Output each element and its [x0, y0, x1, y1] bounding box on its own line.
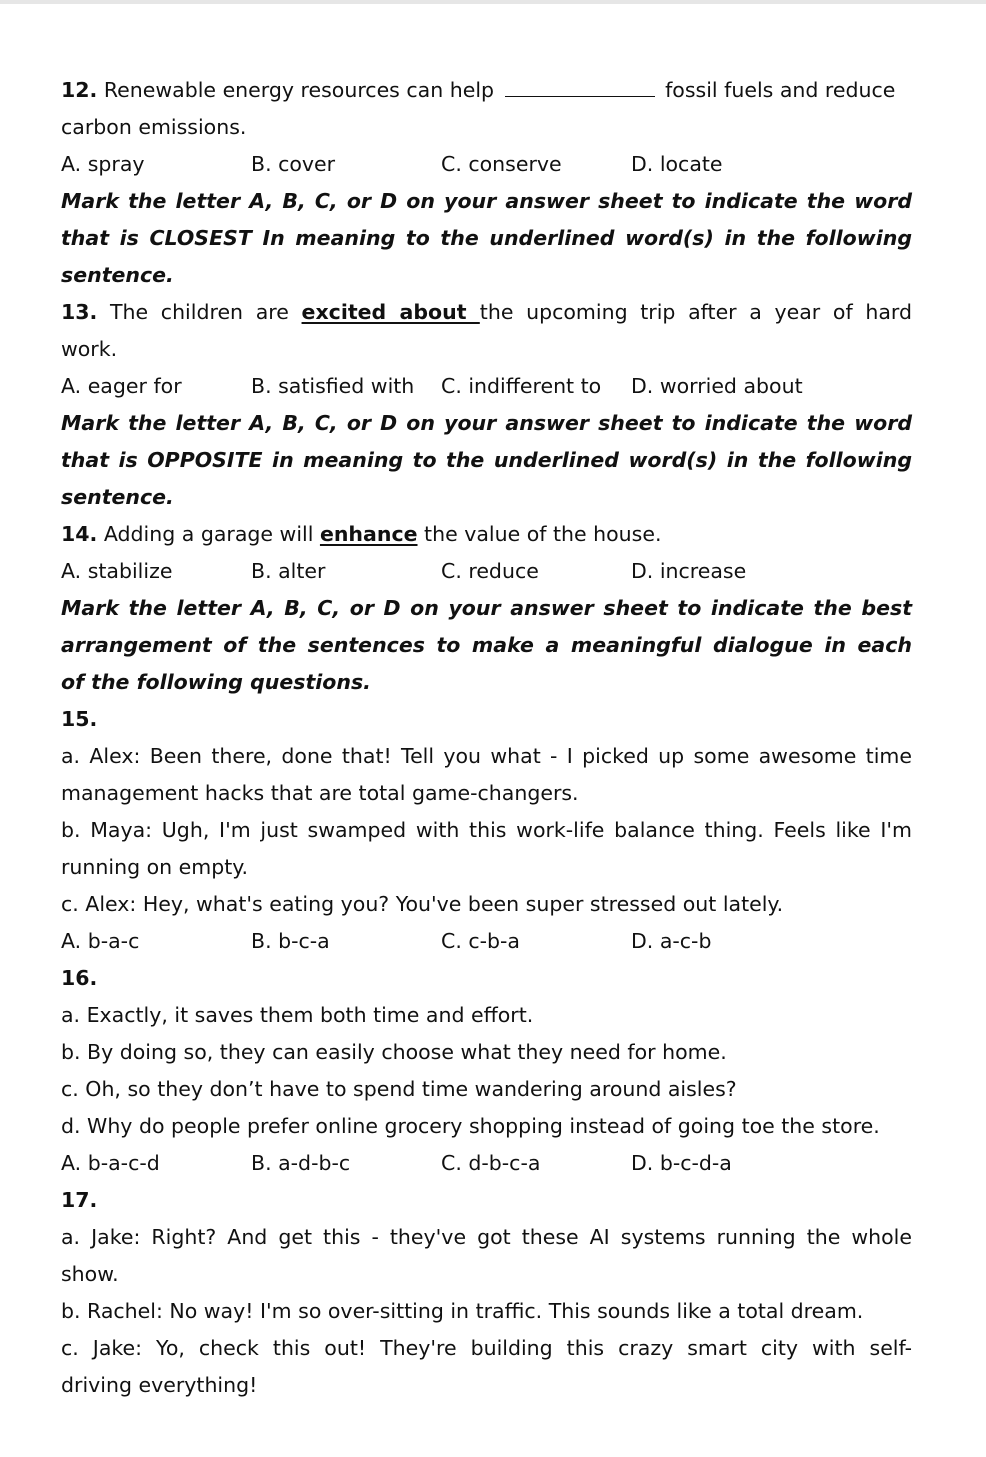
instruction-arrange-3: of the following questions.: [61, 670, 371, 694]
question-14-options: [61, 553, 912, 590]
option-c: C. d-b-c-a: [441, 1151, 541, 1175]
question-15-line: c. Alex: Hey, what's eating you? You've been super stressed out lately.: [61, 892, 784, 916]
question-text: The children are: [110, 300, 289, 324]
question-16-line: a. Exactly, it saves them both time and effort.: [61, 1003, 534, 1027]
question-13-line-1: [61, 294, 912, 331]
question-16-number: 16.: [61, 966, 98, 990]
option-a: A. eager for: [61, 374, 182, 398]
instruction-closest-1: Mark the letter A, B, C, or D on your answer sheet to indicate the word: [61, 189, 912, 213]
question-13-line-2: work.: [61, 337, 118, 361]
question-16-line: d. Why do people prefer online grocery shopping instead of going toe the store.: [61, 1114, 880, 1138]
instruction-opposite-1: Mark the letter A, B, C, or D on your answer sheet to indicate the word: [61, 411, 912, 435]
option-d: D. increase: [631, 559, 747, 583]
question-17-line: b. Rachel: No way! I'm so over-sitting in traffic. This sounds like a total dream.: [61, 1299, 864, 1323]
question-17-line: c. Jake: Yo, check this out! They're building this crazy smart city with self-: [61, 1336, 912, 1360]
question-text: the value of the house.: [424, 522, 662, 546]
top-border: [0, 0, 986, 4]
option-d: D. worried about: [631, 374, 803, 398]
question-16-options: [61, 1145, 912, 1182]
instruction-opposite-3: sentence.: [61, 485, 174, 509]
question-15-number: 15.: [61, 707, 98, 731]
question-text: fossil fuels and reduce: [665, 78, 896, 102]
option-b: B. a-d-b-c: [251, 1151, 351, 1175]
question-17-line: a. Jake: Right? And get this - they've got these AI systems running the whole: [61, 1225, 912, 1249]
question-15-options: [61, 923, 912, 960]
question-15-line: a. Alex: Been there, done that! Tell you what - I picked up some awesome time: [61, 744, 912, 768]
question-15-line: running on empty.: [61, 855, 249, 879]
question-number: 13.: [61, 300, 98, 324]
question-16-line: c. Oh, so they don’t have to spend time wandering around aisles?: [61, 1077, 737, 1101]
option-c: C. c-b-a: [441, 929, 520, 953]
worksheet-page: [61, 72, 912, 1404]
option-a: A. b-a-c-d: [61, 1151, 160, 1175]
option-a: A. b-a-c: [61, 929, 140, 953]
option-b: B. cover: [251, 152, 336, 176]
option-d: D. b-c-d-a: [631, 1151, 732, 1175]
question-number: 12.: [61, 78, 98, 102]
question-16-line: b. By doing so, they can easily choose what they need for home.: [61, 1040, 727, 1064]
option-d: D. a-c-b: [631, 929, 712, 953]
instruction-closest-2: that is CLOSEST In meaning to the underlined word(s) in the following: [61, 226, 912, 250]
option-b: B. alter: [251, 559, 326, 583]
question-number: 14.: [61, 522, 98, 546]
instruction-closest-3: sentence.: [61, 263, 174, 287]
question-17-line: driving everything!: [61, 1373, 258, 1397]
underlined-word: enhance: [319, 522, 418, 546]
question-text: Adding a garage will: [103, 522, 314, 546]
question-14-line-1: [61, 516, 912, 553]
option-c: C. indifferent to: [441, 374, 602, 398]
question-text: the upcoming trip after a year of hard: [479, 300, 912, 324]
question-12-line-2: carbon emissions.: [61, 115, 247, 139]
option-b: B. satisfied with: [251, 374, 415, 398]
underlined-word: excited about: [301, 300, 480, 324]
question-15-line: management hacks that are total game-changers.: [61, 781, 579, 805]
option-c: C. reduce: [441, 559, 539, 583]
question-15-line: b. Maya: Ugh, I'm just swamped with this work-life balance thing. Feels like I'm: [61, 818, 912, 842]
option-d: D. locate: [631, 152, 723, 176]
option-a: A. stabilize: [61, 559, 173, 583]
question-17-line: show.: [61, 1262, 119, 1286]
instruction-arrange-2: arrangement of the sentences to make a meaningful dialogue in each: [61, 633, 912, 657]
question-12-line-1: [61, 72, 912, 109]
option-b: B. b-c-a: [251, 929, 330, 953]
instruction-opposite-2: that is OPPOSITE in meaning to the underlined word(s) in the following: [61, 448, 912, 472]
option-a: A. spray: [61, 152, 145, 176]
question-17-number: 17.: [61, 1188, 98, 1212]
question-13-options: [61, 368, 912, 405]
answer-blank: [505, 76, 655, 97]
option-c: C. conserve: [441, 152, 562, 176]
question-text: Renewable energy resources can help: [103, 78, 495, 102]
question-12-options: [61, 146, 912, 183]
instruction-arrange-1: Mark the letter A, B, C, or D on your answer sheet to indicate the best: [61, 596, 912, 620]
